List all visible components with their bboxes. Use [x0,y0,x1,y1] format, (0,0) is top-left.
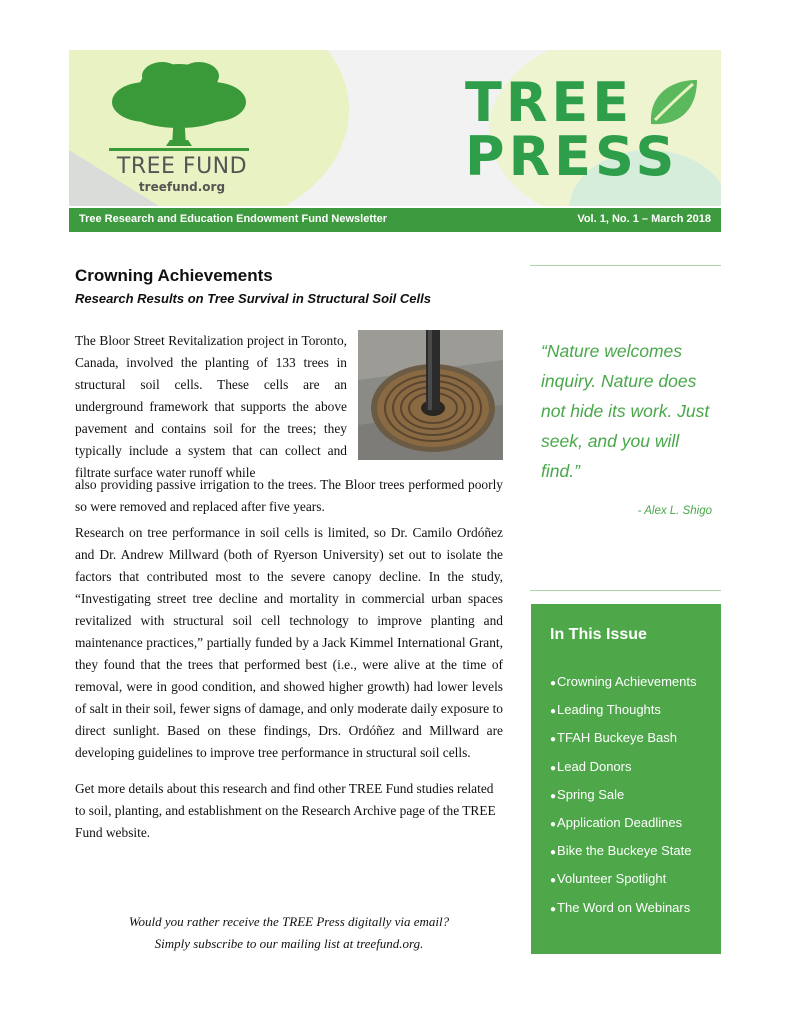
issue-item [550,781,697,809]
newsletter-name: Tree Research and Education Endowment Fund Newsletter [79,213,388,225]
sidebar-divider [530,265,721,266]
issue-item-label: Application Deadlines [557,814,683,830]
article-subhead: Research Results on Tree Survival in Structural Soil Cells [75,291,431,306]
article-headline: Crowning Achievements [75,266,273,285]
bullet-icon: ● [550,706,557,718]
bullet-icon: ● [550,875,557,887]
tree-grate-photo [358,330,503,460]
bullet-icon: ● [550,762,557,774]
issue-item-label: Crowning Achievements [557,674,697,689]
issue-item-label: Volunteer Spotlight [557,871,667,887]
subscribe-line-2: Simply subscribe to our mailing list at treefund.org. [154,936,424,951]
issue-item-label: Spring Sale [557,786,625,802]
issue-item [550,668,697,696]
bullet-icon: ● [550,847,557,859]
header-banner [69,50,721,206]
issue-item [550,724,697,752]
in-this-issue-title: In This Issue [550,626,647,643]
masthead-title-line2: PRESS [465,125,679,188]
article-paragraph-2: Research on tree performance in soil cells is limited, so Dr. Camilo Ordóñez and Dr. Andrew Millward (both of Ryerson University) set out to isolate the factors that contributed most to the severe canopy decline. In the study, “Investigating street tree decline and mortality in commercial urban spaces revitalized with structural soil cell technology to improve planting and maintenance practices,” partially funded by a Jack Kimmel International Grant, they found that the trees that performed best (i.e., were alive at the time of removal, were in good condition, and showed higher growth) had lower levels of salt in their soil, fewer signs of damage, and only moderate daily exposure to direct sunlight. Based on these findings, Drs. Ordóñez and Millward are developing guidelines to improve tree performance in structural soil cells. [75,525,503,760]
issue-item [550,865,697,893]
issue-item [550,696,697,724]
issue-item-label: Bike the Buckeye State [557,843,692,859]
leaf-icon [645,74,701,130]
issue-item-label: Lead Donors [557,758,632,774]
article-paragraph-1-cont: also providing passive irrigation to the trees. The Bloor trees performed poorly so were removed and replaced after five years. [75,477,503,514]
issue-item [550,753,697,781]
tree-logo-icon [104,58,254,146]
sidebar-divider [530,590,721,591]
logo-divider [109,148,249,151]
pull-quote: “Nature welcomes inquiry. Nature does not hide its work. Just seek, and you will find.” [541,341,710,481]
issue-item [550,809,697,837]
issue-item [550,894,697,922]
issue-item-label: TFAH Buckeye Bash [557,730,677,746]
bullet-icon: ● [550,734,557,746]
bullet-icon: ● [550,678,557,689]
logo-name: TREE FUND [116,154,248,179]
logo-url: treefund.org [138,180,226,194]
bullet-icon: ● [550,903,557,915]
issue-item-label: The Word on Webinars [557,899,691,915]
issue-item-label: Leading Thoughts [557,702,661,718]
quote-author: - Alex L. Shigo [637,505,712,517]
newsletter-strip [69,208,721,232]
bullet-icon: ● [550,790,557,802]
issue-item [550,837,697,865]
subscribe-line-1: Would you rather receive the TREE Press digitally via email? [128,914,450,929]
in-this-issue-box [531,604,721,954]
subscribe-note [75,911,503,955]
bullet-icon: ● [550,818,557,830]
masthead-title-line1: TREE [465,71,634,134]
issue-info: Vol. 1, No. 1 – March 2018 [577,213,711,225]
article-paragraph-1: The Bloor Street Revitalization project in Toronto, Canada, involved the planting of 133 trees in structural soil cells. These cells are an underground framework that supports the above pavement and contains soil for the trees; they typically include a system that can collect and filtrate surface water runoff while [75,333,347,480]
article-paragraph-3: Get more details about this research and find other TREE Fund studies related to soil, planting, and establishment on the Research Archive page of the TREE Fund website. [75,781,496,840]
in-this-issue-list [550,668,697,922]
